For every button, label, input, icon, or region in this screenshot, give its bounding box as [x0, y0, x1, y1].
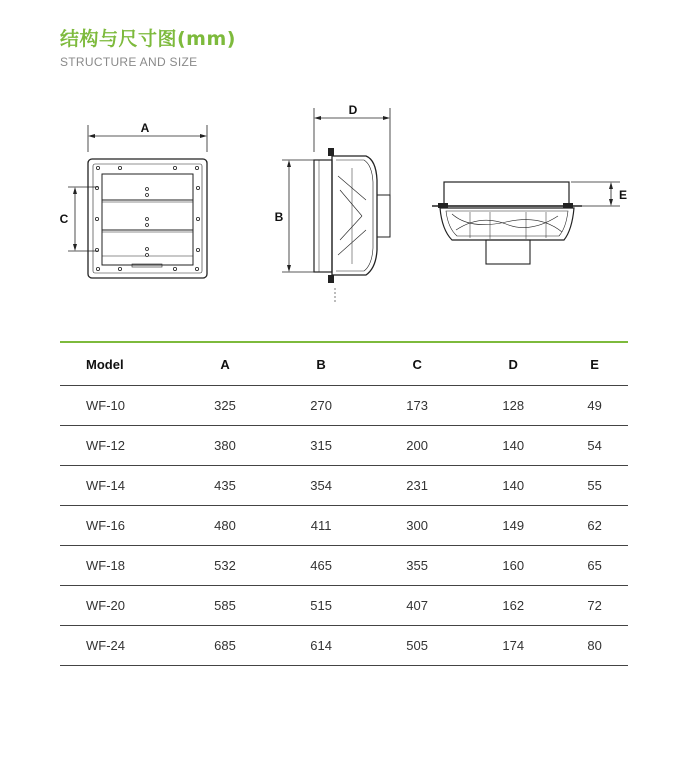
model-cell: WF-14 [86, 478, 125, 493]
value-cell: 200 [406, 438, 428, 453]
value-cell: 505 [406, 638, 428, 653]
value-cell: 162 [502, 598, 525, 613]
column-header-e: E [590, 356, 599, 372]
value-cell: 54 [587, 438, 602, 453]
dimension-d-label: D [348, 103, 358, 117]
value-cell: 585 [214, 598, 236, 613]
model-cell: WF-20 [86, 598, 125, 613]
column-header-d: D [508, 356, 518, 372]
value-cell: 65 [587, 558, 602, 573]
dimension-b-label: B [274, 210, 284, 224]
value-cell: 140 [502, 438, 525, 453]
table-row [60, 466, 628, 506]
value-cell: 80 [587, 638, 602, 653]
table-row [60, 426, 628, 466]
page-subtitle: STRUCTURE AND SIZE [60, 55, 198, 69]
table-row [60, 506, 628, 546]
table-row [60, 586, 628, 626]
value-cell: 355 [406, 558, 428, 573]
value-cell: 315 [310, 438, 332, 453]
table-row [60, 546, 628, 586]
top-view-diagram [432, 182, 620, 264]
column-header-b: B [316, 356, 326, 372]
value-cell: 614 [310, 638, 332, 653]
value-cell: 149 [502, 518, 525, 533]
model-cell: WF-10 [86, 398, 125, 413]
value-cell: 72 [587, 598, 602, 613]
value-cell: 160 [502, 558, 525, 573]
value-cell: 300 [406, 518, 428, 533]
model-cell: WF-18 [86, 558, 125, 573]
side-view-diagram [282, 108, 390, 302]
dimension-a-label: A [140, 121, 150, 135]
column-header-a: A [220, 356, 230, 372]
value-cell: 270 [310, 398, 332, 413]
value-cell: 174 [502, 638, 525, 653]
value-cell: 128 [502, 398, 525, 413]
value-cell: 411 [310, 518, 332, 533]
value-cell: 231 [406, 478, 428, 493]
structure-diagrams [0, 90, 689, 320]
value-cell: 49 [587, 398, 602, 413]
value-cell: 480 [214, 518, 236, 533]
value-cell: 140 [502, 478, 525, 493]
model-cell: WF-12 [86, 438, 125, 453]
value-cell: 62 [587, 518, 602, 533]
value-cell: 325 [214, 398, 236, 413]
model-cell: WF-16 [86, 518, 125, 533]
dimension-e-label: E [618, 188, 628, 202]
value-cell: 435 [214, 478, 236, 493]
model-cell: WF-24 [86, 638, 125, 653]
value-cell: 685 [214, 638, 236, 653]
table-row [60, 386, 628, 426]
table-row [60, 626, 628, 666]
column-header-model: Model [86, 356, 124, 372]
value-cell: 173 [406, 398, 428, 413]
column-header-c: C [412, 356, 422, 372]
front-view-diagram [68, 125, 207, 278]
value-cell: 354 [310, 478, 332, 493]
value-cell: 515 [310, 598, 332, 613]
value-cell: 407 [406, 598, 428, 613]
value-cell: 55 [587, 478, 602, 493]
dimension-c-label: C [59, 212, 69, 226]
value-cell: 465 [310, 558, 332, 573]
size-table [60, 341, 628, 666]
value-cell: 380 [214, 438, 236, 453]
value-cell: 532 [214, 558, 236, 573]
page-title: 结构与尺寸图(mm) [60, 28, 236, 50]
table-header-row [60, 342, 628, 386]
